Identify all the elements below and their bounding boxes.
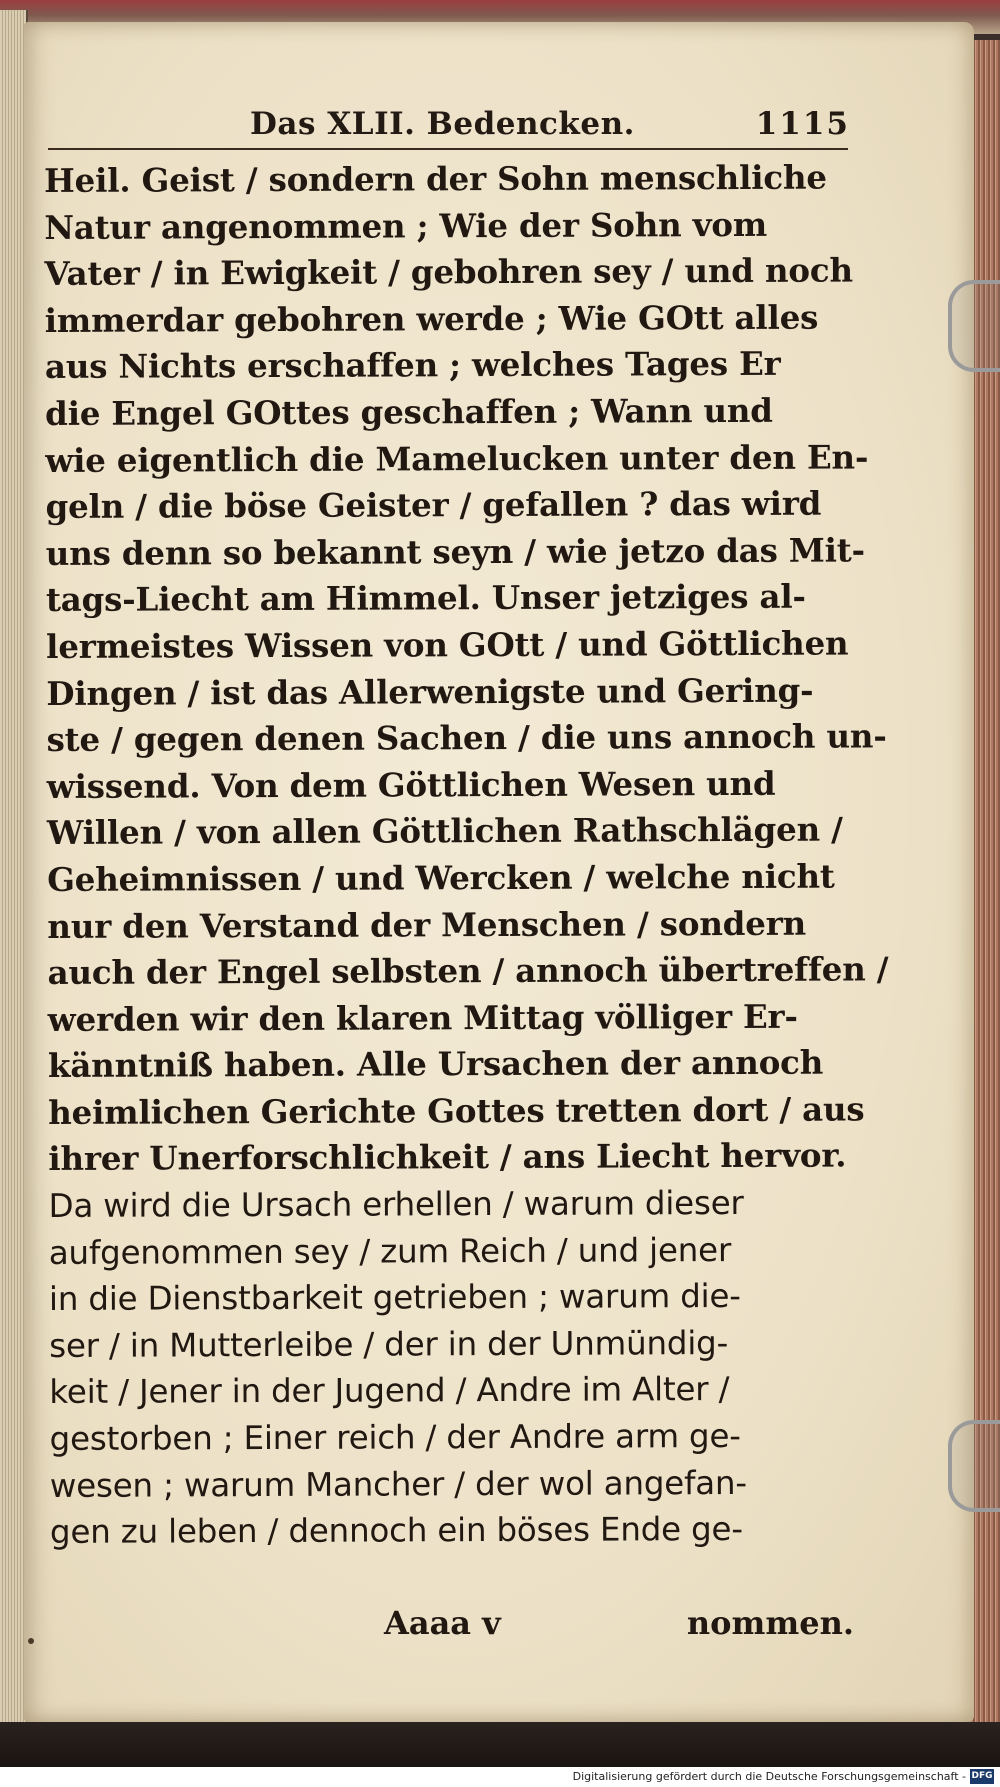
text-line: immerdar gebohren werde ; Wie GOtt alles [44,297,819,340]
text-line: Heil. Geist / sondern der Sohn menschliche [44,157,827,200]
text-line: Geheimnissen / und Wercken / welche nicht [47,856,835,899]
text-line: Natur angenommen ; Wie der Sohn vom [44,204,768,247]
text-line: uns denn so bekannt seyn / wie jetzo das Mit- [45,530,865,573]
signature-mark: Aaaa v [384,1604,501,1642]
text-line: gestorben ; Einer reich / der Andre arm ge- [49,1417,741,1459]
header-title: Das XLII. Bedencken. [250,106,635,142]
clasp-lower [948,1420,1000,1512]
text-line: Vater / in Ewigkeit / gebohren sey / und noch [44,250,853,294]
header-rule [48,148,848,150]
text-line: auch der Engel selbsten / annoch übertreffen / [47,949,889,993]
text-line: känntniß haben. Alle Ursachen der annoch [47,1042,824,1086]
text-line: ser / in Mutterleibe / der in der Unmündig- [49,1323,729,1365]
text-line: lermeistes Wissen von GOtt / und Göttlichen [46,623,849,666]
body-text [44,154,889,1555]
text-line: in die Dienstbarkeit getrieben ; warum die- [48,1277,741,1319]
credit-text: Digitalisierung gefördert durch die Deutsche Forschungsgemeinschaft - [572,1770,966,1783]
page-number: 1115 [755,106,850,142]
text-line: nur den Verstand der Menschen / sondern [47,903,807,946]
text-line: wesen ; warum Mancher / der wol angefan- [49,1463,747,1505]
text-line: heimlichen Gerichte Gottes tretten dort / aus [48,1089,865,1132]
text-line: tags-Liecht am Himmel. Unser jetziges al- [45,577,806,620]
text-line: werden wir den klaren Mittag völliger Er- [47,996,798,1039]
text-line: keit / Jener in der Jugend / Andre im Alter / [49,1370,730,1412]
ink-spot [28,1638,34,1644]
text-line: aus Nichts erschaffen ; welches Tages Er [44,344,781,387]
text-line: Willen / von allen Göttlichen Rathschlägen / [46,809,843,853]
text-line: gen zu leben / dennoch ein böses Ende ge- [49,1510,743,1552]
dfg-logo-icon: DFG [970,1769,994,1784]
scan-bottom-band [0,1722,1000,1767]
text-line: ste / gegen denen Sachen / die uns annoch un- [46,716,887,760]
page-footer [384,1604,854,1648]
text-line: aufgenommen sey / zum Reich / und jener [48,1230,732,1272]
text-line: wie eigentlich die Mamelucken unter den En- [45,436,869,480]
catchword: nommen. [686,1604,854,1642]
text-line: die Engel GOttes geschaffen ; Wann und [45,390,773,433]
text-line: ihrer Unerforschlichkeit / ans Liecht hervor. [48,1135,847,1179]
text-line: geln / die böse Geister / gefallen ? das wird [45,483,822,527]
running-header [250,106,850,152]
text-line: Dingen / ist das Allerwenigste und Gering- [46,670,814,713]
credit-strip [0,1767,1000,1787]
text-line: Da wird die Ursach erhellen / warum dieser [48,1184,744,1226]
text-line: wissend. Von dem Göttlichen Wesen und [46,763,776,806]
clasp-upper [948,280,1000,372]
